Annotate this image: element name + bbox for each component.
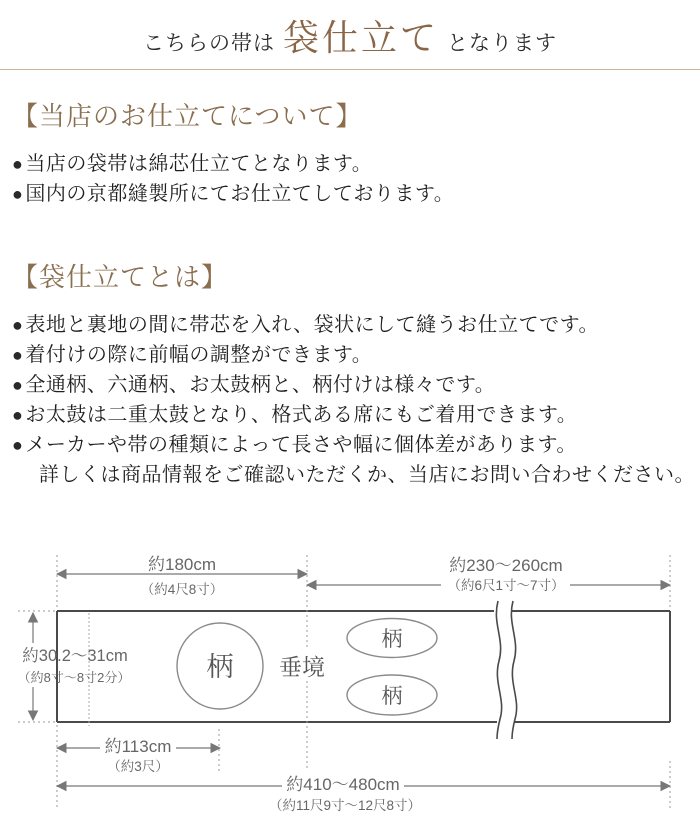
dim-tare-length-paren: （約4尺8寸） — [140, 582, 224, 597]
bullet-item — [12, 340, 688, 370]
dim-front-length-value: 約113cm — [104, 737, 172, 756]
break-wave-lines — [496, 601, 516, 739]
bullet-icon: ● — [12, 154, 24, 174]
section-fukuro-explanation — [12, 261, 695, 490]
bullet-text: 着付けの際に前幅の調整ができます。 — [25, 344, 373, 366]
bullet-item — [12, 430, 688, 460]
section-heading: 【袋仕立てとは】 — [12, 263, 229, 292]
obi-dimension-diagram — [0, 539, 700, 840]
note-text: 詳しくは商品情報をご確認いただくか、当店にお問い合わせください。 — [39, 464, 695, 486]
dim-tare-length-value: 約180cm — [147, 555, 217, 574]
bullet-icon: ● — [12, 345, 24, 365]
bullet-list — [12, 149, 688, 209]
bullet-item — [12, 149, 688, 179]
bullet-icon: ● — [12, 375, 24, 395]
bullet-icon: ● — [12, 405, 24, 425]
title-prefix: こちらの帯は — [142, 31, 275, 55]
bullet-text: 全通柄、六通柄、お太鼓柄と、柄付けは様々です。 — [25, 374, 496, 396]
page-title — [0, 0, 700, 61]
obi-outline — [57, 611, 670, 722]
dim-width-value: 約30.2〜31cm — [22, 647, 128, 665]
bullet-icon: ● — [12, 184, 24, 204]
dim-total-length-paren: （約11尺9寸〜12尺8寸） — [268, 798, 422, 813]
section-tailoring-policy — [12, 100, 688, 209]
divider-rule — [0, 69, 700, 70]
pattern-label-top: 柄 — [381, 628, 403, 651]
bullet-item — [12, 179, 688, 209]
bullet-item — [12, 370, 688, 400]
bullet-text: 国内の京都縫製所にてお仕立てしております。 — [25, 183, 455, 205]
bullet-icon: ● — [12, 315, 24, 335]
bullet-text: 表地と裏地の間に帯芯を入れ、袋状にして縫うお仕立てです。 — [25, 314, 599, 336]
title-emphasis: 袋仕立て — [282, 18, 439, 58]
pattern-label-otaiko: 柄 — [206, 652, 234, 682]
pattern-label-bottom: 柄 — [381, 685, 403, 708]
bullet-text: お太鼓は二重太鼓となり、格式ある席にもご着用できます。 — [25, 404, 578, 426]
dim-total-length-value: 約410〜480cm — [286, 775, 400, 794]
bullet-icon: ● — [12, 435, 24, 455]
bullet-item — [12, 400, 688, 430]
bullet-text: メーカーや帯の種類によって長さや幅に個体差があります。 — [25, 434, 577, 456]
section-heading: 【当店のお仕立てについて】 — [12, 102, 363, 131]
bullet-list — [12, 310, 688, 460]
dim-te-length-paren: （約6尺1寸〜7寸） — [447, 578, 565, 593]
bullet-item — [12, 310, 688, 340]
tare-boundary-label: 垂境 — [279, 654, 325, 680]
dim-width-paren: （約8寸〜8寸2分） — [17, 670, 131, 685]
title-suffix: となります — [447, 31, 557, 55]
bullet-text: 当店の袋帯は綿芯仕立てとなります。 — [25, 153, 373, 175]
dim-front-length-paren: （約3尺） — [107, 759, 169, 774]
dim-te-length-value: 約230〜260cm — [449, 556, 563, 575]
diagram-svg — [0, 539, 700, 840]
